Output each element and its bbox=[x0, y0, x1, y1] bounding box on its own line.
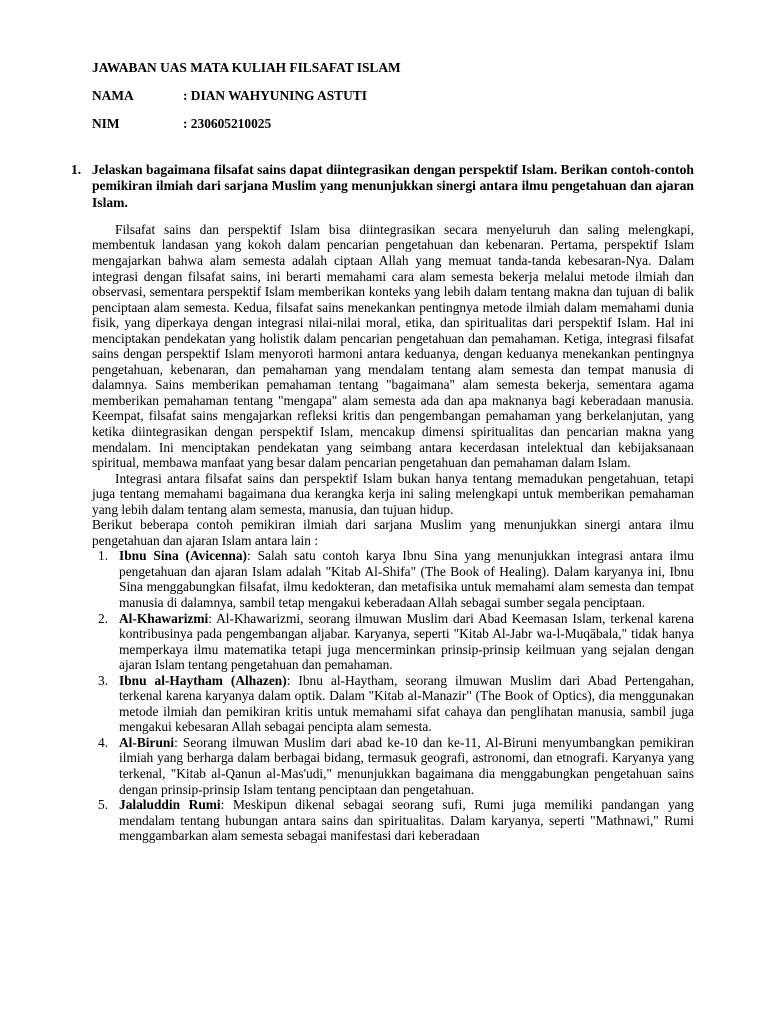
scholar-name: Ibnu Sina (Avicenna) bbox=[119, 548, 248, 564]
scholar-name: Al-Khawarizmi bbox=[119, 610, 209, 626]
list-item-number: 5. bbox=[98, 797, 109, 813]
nama-row bbox=[92, 88, 694, 104]
list-item bbox=[92, 611, 694, 673]
answer-paragraph: Integrasi antara filsafat sains dan perspektif Islam bukan hanya tentang memadukan pengetahuan, tetapi juga tentang memahami bagaimana dua kerangka kerja ini saling melengkapi untuk memberikan pemahaman yang lebih dalam tentang alam semesta, manusia, dan tujuan hidup. bbox=[92, 470, 694, 517]
list-item bbox=[92, 797, 694, 844]
list-item-number: 3. bbox=[98, 672, 109, 688]
list-item bbox=[92, 735, 694, 797]
scholar-name: Al-Biruni bbox=[119, 734, 175, 750]
nama-value: : DIAN WAHYUNING ASTUTI bbox=[183, 88, 367, 103]
examples-intro: Berikut beberapa contoh pemikiran ilmiah dari sarjana Muslim yang menunjukkan sinergi antara ilmu pengetahuan dan ajaran Islam antara lain : bbox=[92, 517, 694, 548]
scholar-description: : Al-Khawarizmi, seorang ilmuwan Muslim dari Abad Keemasan Islam, terkenal karena kontribusinya pada pengembangan aljabar. Karyanya, seperti "Kitab Al-Jabr wa-l-Muqābala," tidak hanya memperkaya ilmu matematika tetapi juga mencerminkan prinsip-prinsip keilmuan yang sejalan dengan ajaran Islam tentang pengetahuan dan pemahaman. bbox=[119, 610, 694, 673]
list-item-number: 2. bbox=[98, 610, 109, 626]
question-1 bbox=[71, 162, 694, 211]
nim-value: : 230605210025 bbox=[183, 116, 272, 131]
scholar-description: : Ibnu al-Haytham, seorang ilmuwan Muslim dari Abad Pertengahan, terkenal karena karyanya dalam optik. Dalam "Kitab al-Manazir" (The Book of Optics), dia menggunakan metode ilmiah dan pemikiran kritis untuk memahami sifat cahaya dan penglihatan manusia, sambil juga mengakui kebesaran Allah sebagai pencipta alam semesta. bbox=[119, 672, 694, 735]
question-number: 1. bbox=[71, 162, 82, 177]
scholar-name: Jalaluddin Rumi bbox=[119, 797, 221, 813]
list-item-number: 1. bbox=[98, 548, 109, 564]
nim-row bbox=[92, 116, 694, 132]
answer-paragraph: Filsafat sains dan perspektif Islam bisa diintegrasikan secara menyeluruh dan saling melengkapi, membentuk landasan yang kokoh dalam pencarian pengetahuan dan kebenaran. Pertama, perspektif Islam mengajarkan bahwa alam semesta adalah ciptaan Allah yang memuat tanda-tanda kebesaran-Nya. Dalam integrasi dengan filsafat sains, ini berarti memahami cara alam semesta bekerja melalui metode ilmiah dan observasi, sementara perspektif Islam memberikan konteks yang lebih dalam tentang makna dan tujuan di balik penciptaan alam semesta. Kedua, filsafat sains menekankan pentingnya metode ilmiah dalam memahami dunia fisik, yang diperkaya dengan integrasi nilai-nilai moral, etika, dan spiritualitas dari perspektif Islam. Hal ini menciptakan pendekatan yang holistik dalam pencarian pengetahuan dan pemahaman. Ketiga, integrasi filsafat sains dengan perspektif Islam menyoroti harmoni antara keduanya, dengan keduanya menekankan pentingnya pengetahuan, kebenaran, dan pemahaman yang mendalam tentang alam semesta dan tempat manusia di dalamnya. Sains memberikan pemahaman tentang "bagaimana" alam semesta bekerja, sementara agama memberikan pemahaman tentang "mengapa" alam semesta ada dan apa maknanya bagi keberadaan manusia. Keempat, filsafat sains mengajarkan refleksi kritis dan pengembangan pemahaman yang berkelanjutan, yang ketika diintegrasikan dengan perspektif Islam, mencakup dimensi spiritualitas dan pencarian makna yang mendalam. Ini menciptakan pendekatan yang seimbang antara kecerdasan intelektual dan kebijaksanaan spiritual, membawa manfaat yang besar dalam pencarian pengetahuan dan pemahaman dalam Islam. bbox=[92, 221, 694, 471]
question-text: Jelaskan bagaimana filsafat sains dapat diintegrasikan dengan perspektif Islam. Berikan contoh-contoh pemikiran ilmiah dari sarjana Muslim yang menunjukkan sinergi antara ilmu pengetahuan dan ajaran Islam. bbox=[92, 162, 694, 210]
nama-label: NAMA bbox=[92, 88, 134, 103]
nim-label: NIM bbox=[92, 116, 120, 131]
scholar-description: : Salah satu contoh karya Ibnu Sina yang menunjukkan integrasi antara ilmu pengetahuan dan ajaran Islam adalah "Kitab Al-Shifa" (The Book of Healing). Dalam karyanya ini, Ibnu Sina menggabungkan filsafat, ilmu kedokteran, dan metafisika untuk memahami alam semesta dan tempat manusia di dalamnya, sambil tetap mengakui keberadaan Allah sebagai sumber segala penciptaan. bbox=[119, 548, 694, 611]
scholar-description: : Seorang ilmuwan Muslim dari abad ke-10 dan ke-11, Al-Biruni menyumbangkan pemikiran ilmiah yang berharga dalam berbagai bidang, termasuk geografi, astronomi, dan etnografi. Karyanya yang terkenal, "Kitab al-Qanun al-Mas'udi," menunjukkan bagaimana dia menggabungkan pengetahuan sains dengan prinsip-prinsip Islam tentang penciptaan dan pengetahuan. bbox=[119, 734, 694, 797]
list-item bbox=[92, 673, 694, 735]
scholar-description: : Meskipun dikenal sebagai seorang sufi, Rumi juga memiliki pandangan yang mendalam tentang hubungan antara sains dan spiritualitas. Dalam karyanya, seperti "Mathnawi," Rumi menggambarkan alam semesta sebagai manifestasi dari keberadaan bbox=[119, 797, 694, 844]
answer-body bbox=[92, 222, 694, 844]
document-title: JAWABAN UAS MATA KULIAH FILSAFAT ISLAM bbox=[92, 60, 401, 75]
examples-list bbox=[92, 548, 694, 843]
list-item-number: 4. bbox=[98, 734, 109, 750]
list-item bbox=[92, 548, 694, 610]
scholar-name: Ibnu al-Haytham (Alhazen) bbox=[119, 672, 287, 688]
